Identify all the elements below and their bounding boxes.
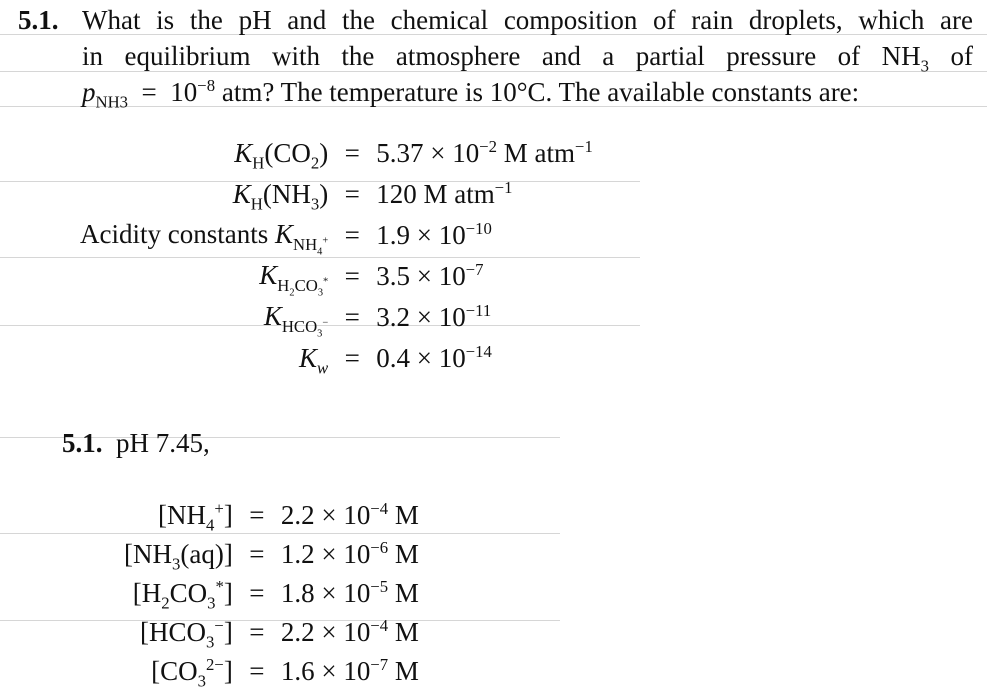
constant-row-k-h2co3 [80, 256, 593, 297]
species-label: $[H_2CO_3^*]$ [132, 577, 233, 613]
problem-statement [18, 2, 973, 110]
equals-sign: = [141, 77, 157, 107]
answer-number: 5.1. [62, 428, 103, 458]
concentration-row-nh3aq [124, 535, 419, 574]
concentrations-table [124, 496, 419, 691]
species-label: $[CO_3^{2-}]$ [151, 655, 233, 691]
acidity-constants-prefix: Acidity constants [80, 219, 269, 250]
concentration-value: $2.2 \times 10^{-4}$ M [280, 499, 419, 530]
constant-value: $3.5 \times 10^{-7}$ [376, 260, 484, 291]
constant-value: $3.2 \times 10^{-11}$ [376, 301, 492, 332]
problem-number: 5.1. [18, 5, 59, 35]
equals-sign: = [344, 220, 360, 250]
constant-row-kh-co2 [80, 133, 593, 174]
equals-sign: = [249, 617, 265, 647]
concentration-row-h2co3 [124, 574, 419, 613]
concentration-row-nh4 [124, 496, 419, 535]
concentration-value: $1.6 \times 10^{-7}$ M [280, 655, 419, 686]
problem-line-3 [18, 74, 973, 110]
equals-sign: = [249, 500, 265, 530]
constant-label: $K_w$ [299, 343, 329, 378]
species-label: $[NH_3(aq)]$ [124, 539, 233, 574]
equals-sign: = [344, 138, 360, 168]
constant-label: Acidity constants $K_{NH_4^+}$ [80, 219, 329, 257]
constants-table [80, 133, 593, 379]
constant-label: $K_H(NH_3)$ [232, 179, 329, 214]
problem-line-1 [18, 2, 973, 38]
answer-ph: pH 7.45, [116, 428, 210, 458]
species-label: $[HCO_3^-]$ [140, 616, 233, 652]
equals-sign: = [344, 302, 360, 332]
concentration-value: $1.2 \times 10^{-6}$ M [280, 538, 419, 569]
problem-text-3: atm? The temperature is 10°C. The available constants are: [221, 77, 860, 107]
constant-label: $K_H(CO_2)$ [234, 138, 329, 173]
problem-text-2: in equilibrium with the atmosphere and a partial pressure of $NH_3$ [82, 41, 930, 76]
equals-sign: = [249, 539, 265, 569]
constant-label: $K_{H_2CO_3^*}$ [259, 260, 329, 298]
constant-row-k-nh4 [80, 215, 593, 256]
constant-row-kw [80, 338, 593, 379]
concentration-row-hco3 [124, 613, 419, 652]
equals-sign: = [344, 261, 360, 291]
constant-value: $5.37 \times 10^{-2}$ M atm$^{-1}$ [376, 137, 593, 168]
equals-sign: = [344, 179, 360, 209]
problem-line-2 [18, 38, 973, 74]
equals-sign: = [344, 343, 360, 373]
partial-pressure-symbol: $p_{NH3}$ [82, 77, 129, 112]
constant-row-kh-nh3 [80, 174, 593, 215]
constant-value: $0.4 \times 10^{-14}$ [376, 342, 492, 373]
concentration-value: $2.2 \times 10^{-4}$ M [280, 616, 419, 647]
constant-value: $1.9 \times 10^{-10}$ [376, 219, 492, 250]
concentration-row-co3 [124, 652, 419, 691]
pressure-value: $10^{-8}$ [170, 76, 216, 107]
answer-heading [62, 425, 210, 461]
constant-label: $K_{HCO_3^-}$ [263, 301, 329, 339]
species-label: $[NH_4^+]$ [158, 499, 233, 535]
equals-sign: = [249, 656, 265, 686]
constant-value: 120 M atm$^{-1}$ [376, 178, 513, 209]
problem-text-2-end: of [950, 41, 973, 71]
constant-row-k-hco3 [80, 297, 593, 338]
equals-sign: = [249, 578, 265, 608]
problem-text-1: What is the pH and the chemical composition of rain droplets, which are [82, 5, 973, 35]
concentration-value: $1.8 \times 10^{-5}$ M [280, 577, 419, 608]
